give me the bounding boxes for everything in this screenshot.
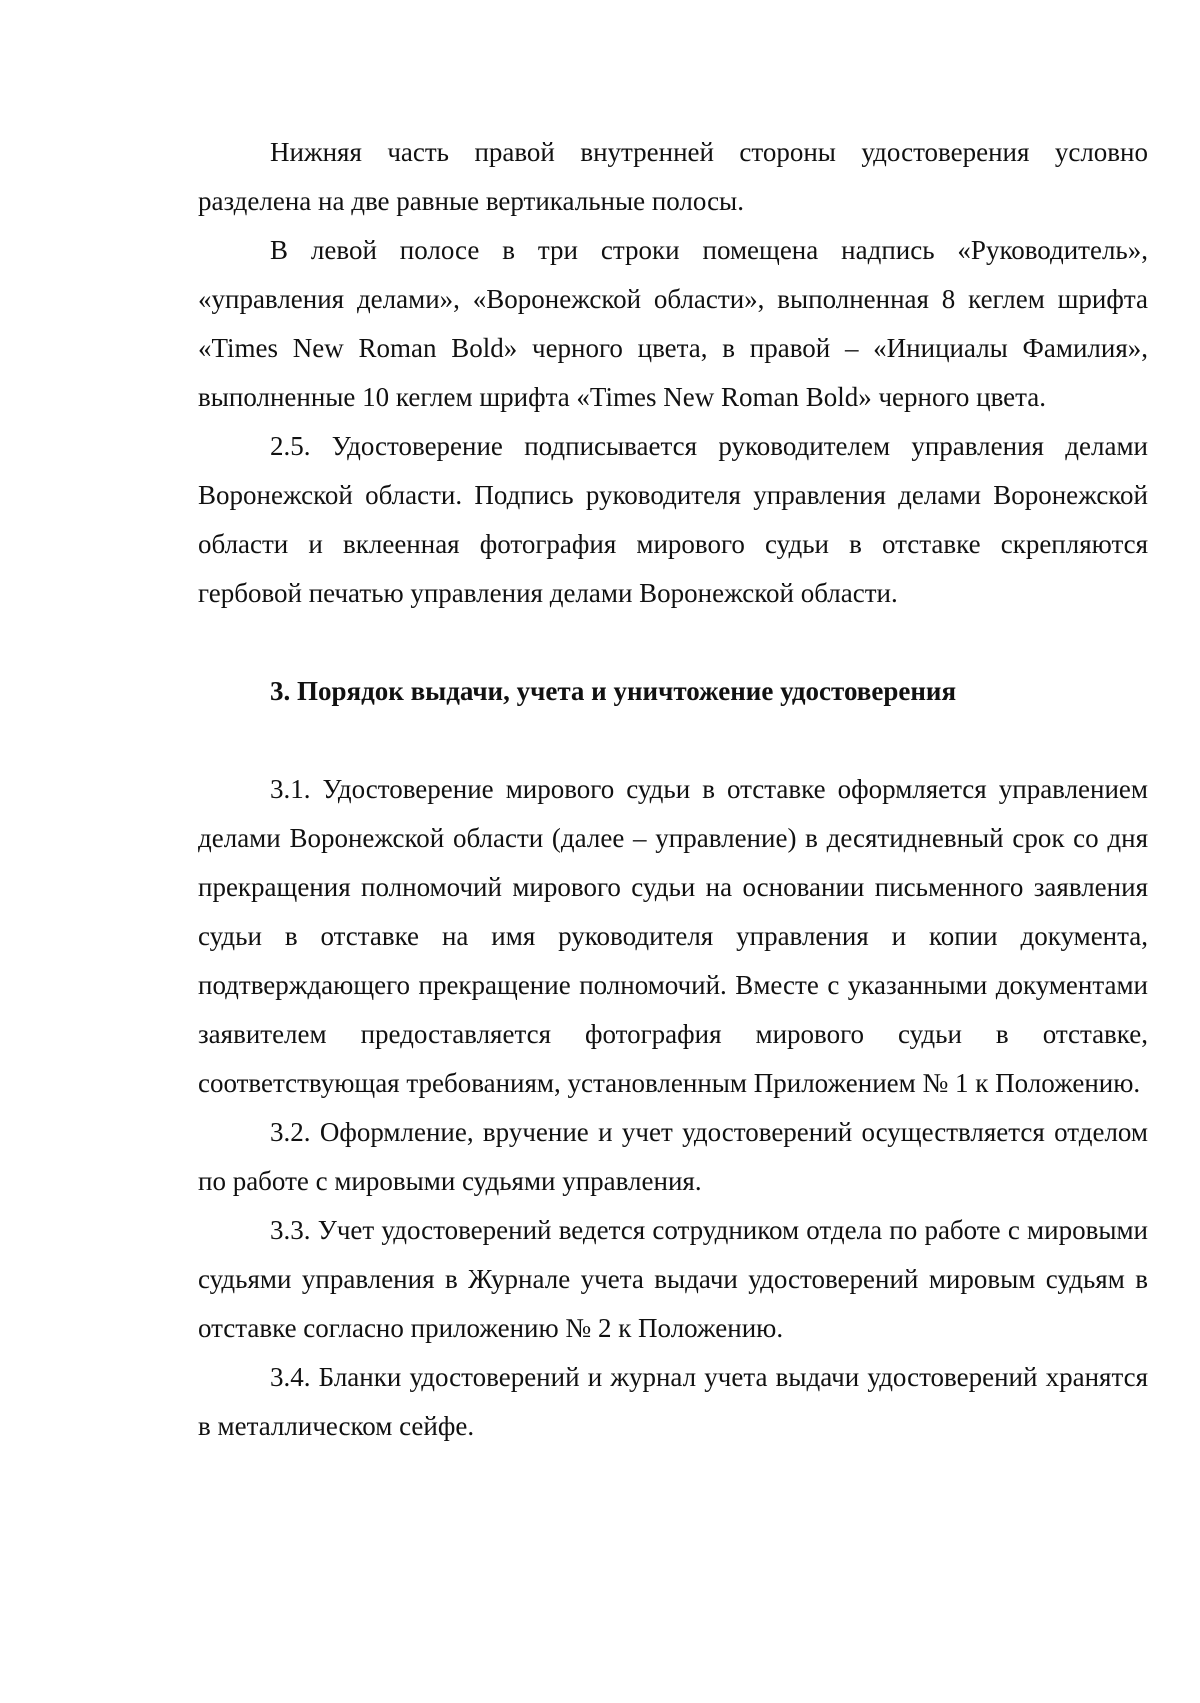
paragraph-3-4: 3.4. Бланки удостоверений и журнал учета выдачи удостоверений хранятся в металлическом сейфе. [198, 1362, 1148, 1441]
document-page [198, 128, 1148, 1451]
paragraph-id-layout: Нижняя часть правой внутренней стороны удостоверения условно разделена на две равные вертикальные полосы. [198, 137, 1148, 216]
paragraph-3-1: 3.1. Удостоверение мирового судьи в отставке оформляется управлением делами Воронежской области (далее – управление) в десятидневный срок со дня прекращения полномочий мирового судьи на основании письменного заявления судьи в отставке на имя руководителя управления и копии документа, подтверждающего прекращение полномочий. Вместе с указанными документами заявителем предоставляется фотография мирового судьи в отставке, соответствующая требованиям, установленным Приложением № 1 к Положению. [198, 774, 1148, 1098]
paragraph-3-3: 3.3. Учет удостоверений ведется сотрудником отдела по работе с мировыми судьями управления в Журнале учета выдачи удостоверений мировым судьям в отставке согласно приложению № 2 к Положению. [198, 1215, 1148, 1343]
section-heading: 3. Порядок выдачи, учета и уничтожение удостоверения [270, 676, 957, 706]
paragraph-left-strip-inscription: В левой полосе в три строки помещена надпись «Руководитель», «управления делами», «Воронежской области», выполненная 8 кеглем шрифта «Times New Roman Bold» черного цвета, в правой – «Инициалы Фамилия», выполненные 10 кеглем шрифта «Times New Roman Bold» черного цвета. [198, 235, 1148, 412]
paragraph-2-5: 2.5. Удостоверение подписывается руководителем управления делами Воронежской области. Подпись руководителя управления делами Воронежской области и вклеенная фотография мирового судьи в отставке скрепляются гербовой печатью управления делами Воронежской области. [198, 431, 1148, 608]
paragraph-3-2: 3.2. Оформление, вручение и учет удостоверений осуществляется отделом по работе с мировыми судьями управления. [198, 1117, 1148, 1196]
